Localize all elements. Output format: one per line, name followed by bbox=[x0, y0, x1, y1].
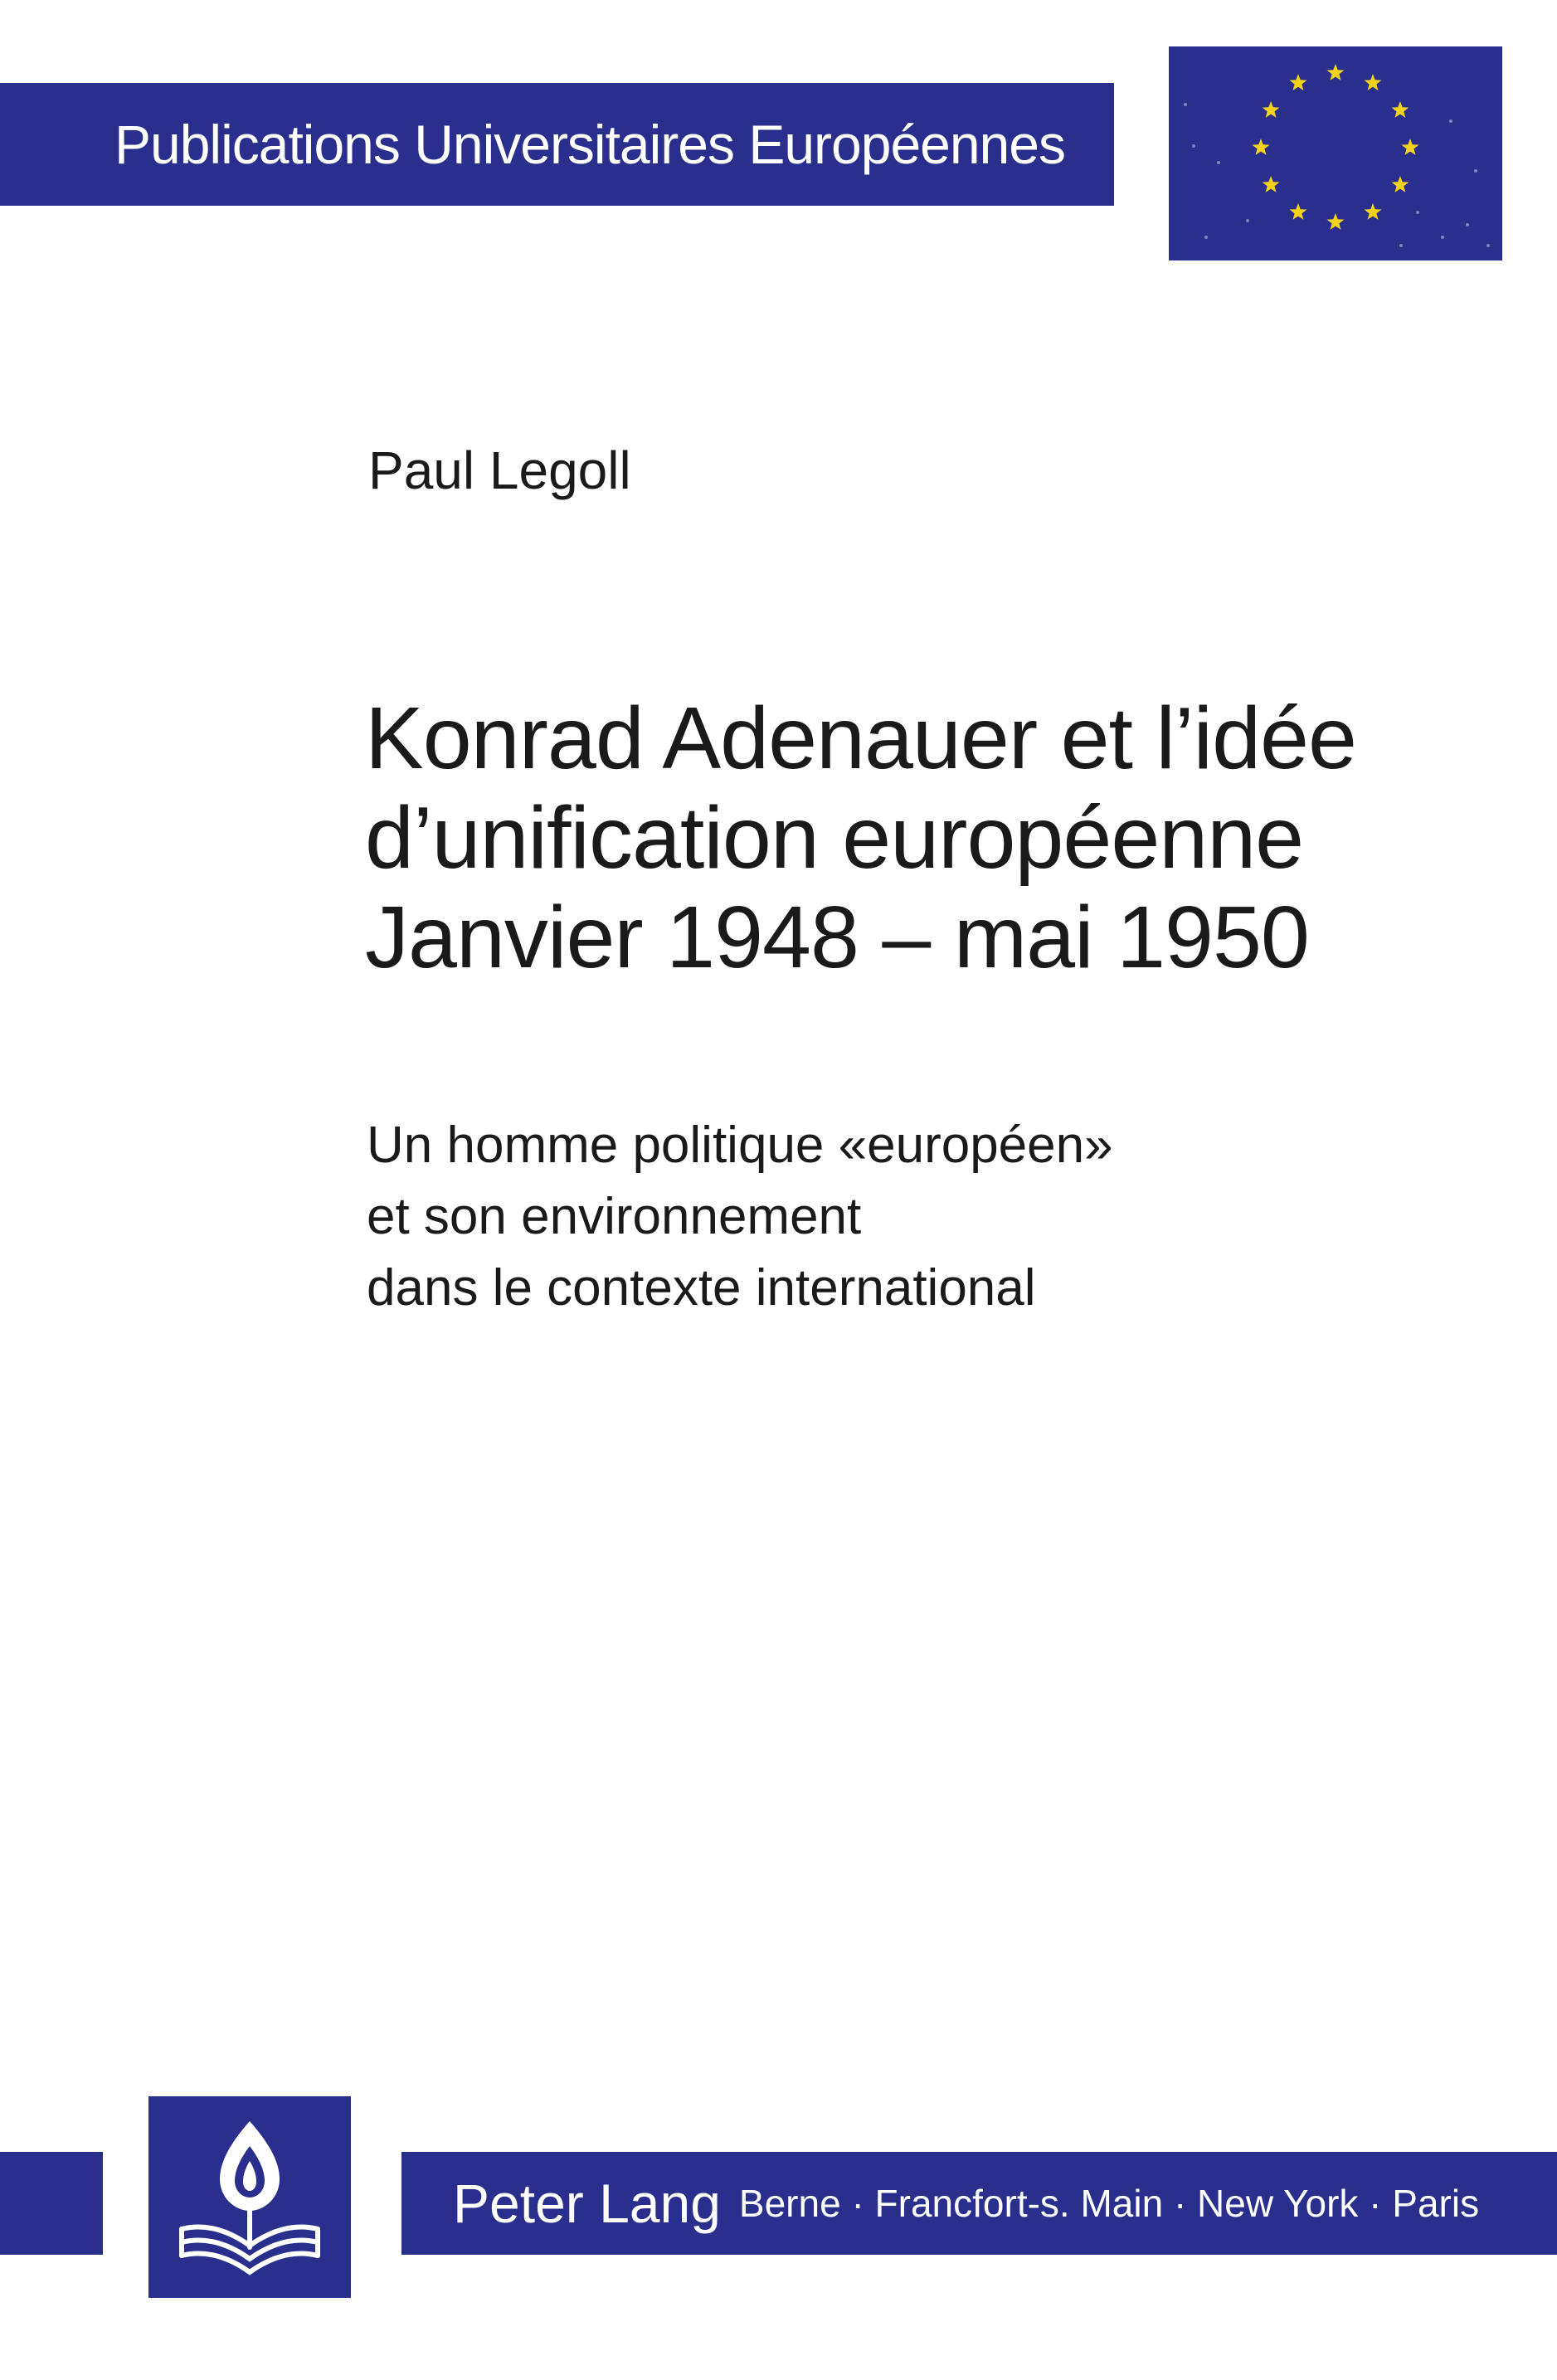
footer-left-bar bbox=[0, 2152, 103, 2255]
title-line: Janvier 1948 – mai 1950 bbox=[365, 888, 1309, 986]
publisher-cities: Berne · Francfort-s. Main · New York · Paris bbox=[738, 2182, 1480, 2225]
star-icon bbox=[1263, 101, 1280, 118]
star-icon bbox=[1290, 203, 1307, 220]
star-icon bbox=[1327, 64, 1345, 80]
book-title bbox=[365, 689, 1356, 987]
star-icon bbox=[1365, 203, 1382, 220]
author-name: Paul Legoll bbox=[368, 440, 631, 500]
title-line: d’unification européenne bbox=[365, 789, 1304, 887]
star-icon bbox=[1392, 176, 1409, 192]
eu-stars-icon bbox=[1169, 46, 1502, 260]
title-line: Konrad Adenauer et l’idée bbox=[365, 689, 1356, 787]
star-icon bbox=[1253, 139, 1270, 155]
publisher-name: Peter Lang bbox=[453, 2173, 721, 2234]
star-icon bbox=[1392, 101, 1409, 118]
series-banner bbox=[0, 83, 1114, 206]
subtitle-line: Un homme politique «européen» bbox=[367, 1117, 1113, 1174]
book-subtitle bbox=[367, 1110, 1113, 1324]
star-icon bbox=[1327, 213, 1345, 230]
star-icon bbox=[1365, 74, 1382, 90]
star-icon bbox=[1263, 176, 1280, 192]
star-icon bbox=[1402, 139, 1419, 155]
publisher-banner bbox=[401, 2152, 1557, 2255]
subtitle-line: et son environnement bbox=[367, 1188, 862, 1245]
series-title: Publications Universitaires Européennes bbox=[114, 114, 1065, 175]
tree-book-logo-icon bbox=[148, 2096, 351, 2298]
subtitle-line: dans le contexte international bbox=[367, 1259, 1036, 1317]
star-icon bbox=[1290, 74, 1307, 90]
